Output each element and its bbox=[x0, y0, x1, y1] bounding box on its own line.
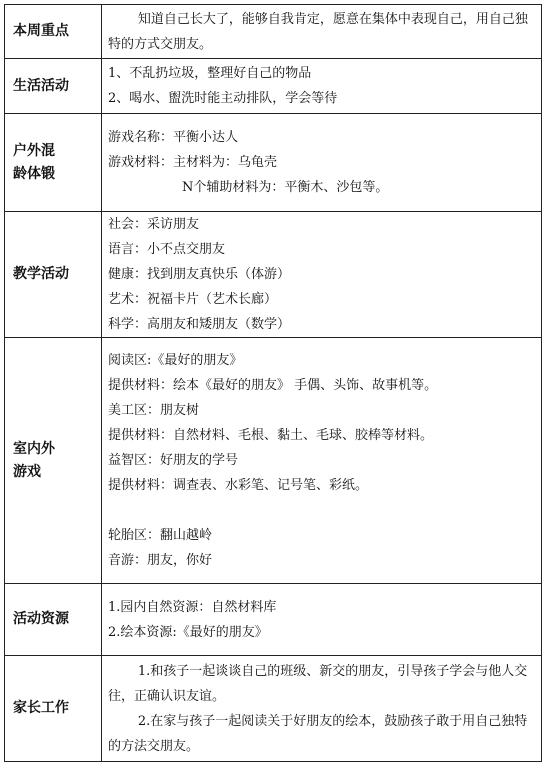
row-label-teaching: 教学活动 bbox=[5, 212, 102, 338]
daily-life-item: 1、不乱扔垃圾，整理好自己的物品 bbox=[108, 66, 312, 81]
row-label-line: 室内外 bbox=[13, 440, 55, 457]
row-label-line: 游戏 bbox=[13, 463, 41, 480]
teaching-item: 健康：找到朋友真快乐（体游） bbox=[108, 267, 291, 282]
teaching-item: 艺术：祝福卡片（艺术长廊） bbox=[108, 292, 278, 307]
game-name-line: 游戏名称：平衡小达人 bbox=[108, 130, 239, 145]
parent-work-paragraph: 2.在家与孩子一起阅读关于好朋友的绘本，鼓励孩子敢于用自己独特的方法交朋友。 bbox=[108, 713, 528, 754]
game-material-line: 游戏材料：主材料为：乌龟壳 bbox=[108, 155, 278, 170]
reading-area-line: 阅读区:《最好的朋友》 bbox=[108, 353, 243, 368]
row-label-indoor-outdoor-games bbox=[5, 338, 102, 584]
row-label-weekly-focus: 本周重点 bbox=[5, 5, 102, 59]
puzzle-area-line: 益智区：好朋友的学号 bbox=[108, 453, 239, 468]
outdoor-exercise-cell bbox=[102, 114, 542, 212]
teaching-cell bbox=[102, 212, 542, 338]
art-material-line: 提供材料：自然材料、毛根、黏土、毛球、胶棒等材料。 bbox=[108, 428, 434, 443]
resource-item: 1.园内自然资源：自然材料库 bbox=[108, 599, 277, 615]
blank-line bbox=[108, 498, 535, 523]
row-label-outdoor-exercise bbox=[5, 114, 102, 212]
row-label-daily-life: 生活活动 bbox=[5, 59, 102, 114]
art-area-line: 美工区：朋友树 bbox=[108, 403, 200, 418]
tire-area-line: 轮胎区：翻山越岭 bbox=[108, 528, 213, 543]
row-label-resources: 活动资源 bbox=[5, 584, 102, 656]
table-row-daily-life bbox=[5, 59, 542, 114]
music-game-line: 音游：朋友，你好 bbox=[108, 553, 213, 568]
teaching-item: 科学：高朋友和矮朋友（数学） bbox=[108, 317, 291, 332]
puzzle-material-line: 提供材料：调查表、水彩笔、记号笔、彩纸。 bbox=[108, 478, 369, 493]
table-row-indoor-outdoor-games bbox=[5, 338, 542, 584]
teaching-item: 社会：采访朋友 bbox=[108, 217, 200, 232]
table-row-outdoor-exercise bbox=[5, 114, 542, 212]
row-label-line: 户外混 bbox=[13, 142, 55, 159]
row-label-parent-work: 家长工作 bbox=[5, 656, 102, 762]
teaching-item: 语言：小不点交朋友 bbox=[108, 242, 226, 257]
weekly-focus-text: 知道自己长大了，能够自我肯定，愿意在集体中表现自己，用自己独特的方式交朋友。 bbox=[108, 11, 528, 52]
table-row-resources bbox=[5, 584, 542, 656]
indoor-outdoor-games-cell bbox=[102, 338, 542, 584]
weekly-focus-cell bbox=[102, 5, 542, 59]
row-label-line: 龄体锻 bbox=[13, 165, 55, 182]
resource-item: 2.绘本资源:《最好的朋友》 bbox=[108, 624, 268, 640]
parent-work-paragraph: 1.和孩子一起谈谈自己的班级、新交的朋友，引导孩子学会与他人交往，正确认识友谊。 bbox=[108, 663, 528, 704]
game-aux-material-line: N个辅助材料为：平衡木、沙包等。 bbox=[182, 180, 389, 195]
table-row-weekly-focus bbox=[5, 5, 542, 59]
weekly-plan-table bbox=[4, 4, 542, 762]
daily-life-cell bbox=[102, 59, 542, 114]
daily-life-item: 2、喝水、盥洗时能主动排队，学会等待 bbox=[108, 91, 338, 106]
table-row-parent-work bbox=[5, 656, 542, 762]
resources-cell bbox=[102, 584, 542, 656]
parent-work-cell bbox=[102, 656, 542, 762]
table-row-teaching bbox=[5, 212, 542, 338]
reading-material-line: 提供材料：绘本《最好的朋友》 手偶、头饰、故事机等。 bbox=[108, 378, 438, 393]
